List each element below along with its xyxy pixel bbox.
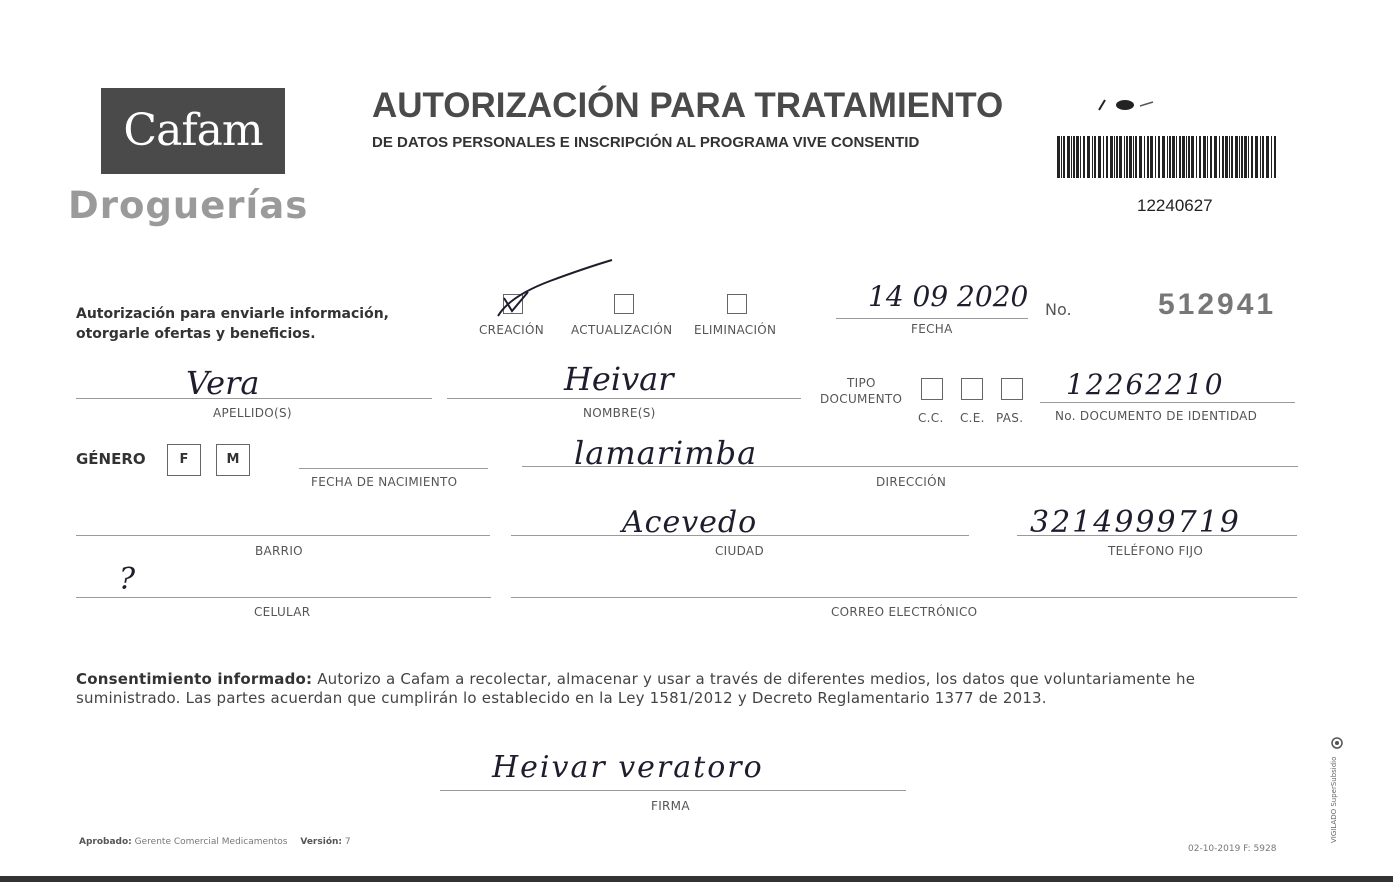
barcode-bar bbox=[1255, 136, 1258, 178]
barcode-bar bbox=[1186, 136, 1187, 178]
firma-label: FIRMA bbox=[651, 799, 690, 813]
consent-heading: Consentimiento informado: bbox=[76, 670, 313, 688]
direccion-value[interactable]: lamarimba bbox=[574, 434, 758, 472]
fecha-nacimiento-line bbox=[299, 468, 488, 469]
cc-label: C.C. bbox=[918, 411, 944, 425]
barcode-bar bbox=[1225, 136, 1228, 178]
barcode-bar bbox=[1172, 136, 1175, 178]
barcode-bar bbox=[1274, 136, 1276, 178]
barcode-bar bbox=[1071, 136, 1072, 178]
eliminacion-checkbox[interactable] bbox=[727, 294, 747, 314]
barcode-bar bbox=[1135, 136, 1137, 178]
form-number: 512941 bbox=[1158, 288, 1277, 321]
barcode-bar bbox=[1147, 136, 1149, 178]
barcode-bar bbox=[1239, 136, 1240, 178]
barcode-bar bbox=[1248, 136, 1249, 178]
celular-value[interactable]: ? bbox=[119, 562, 136, 597]
barcode-bar bbox=[1083, 136, 1085, 178]
fecha-label: FECHA bbox=[911, 322, 953, 336]
barcode-bar bbox=[1150, 136, 1153, 178]
aprobado-label: Aprobado: bbox=[79, 837, 132, 847]
barcode-bar bbox=[1162, 136, 1165, 178]
authorization-text-line1: Autorización para enviarle información, bbox=[76, 306, 389, 322]
doc-number-line bbox=[1040, 402, 1295, 403]
barcode-bar bbox=[1129, 136, 1132, 178]
fecha-line bbox=[836, 318, 1028, 319]
nombre-label: NOMBRE(S) bbox=[583, 406, 656, 420]
subbrand-text: Droguerías bbox=[68, 184, 309, 227]
barcode-bar bbox=[1271, 136, 1272, 178]
bottom-border bbox=[0, 876, 1393, 882]
barcode-bar bbox=[1231, 136, 1233, 178]
barcode-bar bbox=[1196, 136, 1197, 178]
footer-date-code: 02-10-2019 F: 5928 bbox=[1188, 844, 1277, 854]
tipo-doc-label-1: TIPO bbox=[847, 376, 876, 390]
authorization-text-line2: otorgarle ofertas y beneficios. bbox=[76, 326, 316, 342]
barcode-bar bbox=[1199, 136, 1201, 178]
consent-paragraph bbox=[76, 670, 1296, 708]
barcode-bar bbox=[1260, 136, 1261, 178]
fecha-value[interactable]: 14 09 2020 bbox=[868, 280, 1029, 313]
celular-label: CELULAR bbox=[254, 605, 311, 619]
barcode-bar bbox=[1119, 136, 1122, 178]
footer-approval bbox=[79, 837, 351, 847]
barcode-bar bbox=[1244, 136, 1247, 178]
form-subtitle: DE DATOS PERSONALES E INSCRIPCIÓN AL PROGRAMA VIVE CONSENTID bbox=[372, 134, 920, 151]
barcode-bar bbox=[1103, 136, 1104, 178]
telefono-value[interactable]: 3214999719 bbox=[1030, 505, 1241, 540]
barcode-bar bbox=[1116, 136, 1118, 178]
barcode-number: 12240627 bbox=[1137, 196, 1213, 215]
ink-mark-icon bbox=[1095, 92, 1165, 118]
barcode-bar bbox=[1167, 136, 1168, 178]
cc-checkbox[interactable] bbox=[921, 378, 943, 400]
fecha-nacimiento-label: FECHA DE NACIMIENTO bbox=[311, 475, 458, 489]
barcode-bar bbox=[1210, 136, 1212, 178]
vigilado-text: VIGILADO SuperSubsidio bbox=[1330, 756, 1338, 843]
barcode-bar bbox=[1229, 136, 1230, 178]
ciudad-value[interactable]: Acevedo bbox=[622, 505, 758, 540]
barcode-bar bbox=[1222, 136, 1224, 178]
barcode-bar bbox=[1063, 136, 1065, 178]
barcode-bar bbox=[1262, 136, 1264, 178]
version-value: 7 bbox=[344, 837, 351, 847]
barcode-bar bbox=[1155, 136, 1156, 178]
genero-label: GÉNERO bbox=[76, 450, 146, 468]
nombre-value[interactable]: Heivar bbox=[564, 360, 674, 398]
consent-text: Autorizo a Cafam a recolectar, almacenar y usar a través de diferentes medios, los datos que voluntariamente he suministrado. Las partes acuerdan que cumplirán lo establecido en la Ley 1581/2012 y Decreto Reglamentario 1377 de 2013. bbox=[76, 670, 1196, 707]
aprobado-value: Gerente Comercial Medicamentos bbox=[134, 837, 288, 847]
actualizacion-label: ACTUALIZACIÓN bbox=[571, 323, 673, 337]
barcode-bar bbox=[1110, 136, 1113, 178]
barcode-bar bbox=[1126, 136, 1128, 178]
barcode-bar bbox=[1207, 136, 1208, 178]
barcode-bar bbox=[1087, 136, 1090, 178]
barcode-bar bbox=[1176, 136, 1177, 178]
version-label: Versión: bbox=[300, 837, 343, 847]
barcode-bar bbox=[1114, 136, 1115, 178]
ciudad-label: CIUDAD bbox=[715, 544, 764, 558]
genero-m-checkbox[interactable]: M bbox=[216, 444, 250, 476]
barcode-bar bbox=[1219, 136, 1220, 178]
barcode-bar bbox=[1092, 136, 1093, 178]
barcode-bar bbox=[1080, 136, 1081, 178]
barcode-bar bbox=[1188, 136, 1190, 178]
ce-checkbox[interactable] bbox=[961, 378, 983, 400]
form-title: AUTORIZACIÓN PARA TRATAMIENTO bbox=[372, 86, 1004, 125]
barcode-bar bbox=[1124, 136, 1125, 178]
direccion-label: DIRECCIÓN bbox=[876, 475, 947, 489]
correo-line bbox=[511, 597, 1297, 598]
barcode-bar bbox=[1203, 136, 1206, 178]
correo-label: CORREO ELECTRÓNICO bbox=[831, 605, 978, 619]
barcode-bar bbox=[1057, 136, 1060, 178]
ce-label: C.E. bbox=[960, 411, 985, 425]
doc-number-value[interactable]: 12262210 bbox=[1066, 368, 1225, 401]
creacion-label: CREACIÓN bbox=[479, 323, 545, 337]
barcode-bar bbox=[1133, 136, 1134, 178]
barcode-bar bbox=[1139, 136, 1142, 178]
barcode-bar bbox=[1098, 136, 1101, 178]
barcode-bar bbox=[1266, 136, 1269, 178]
actualizacion-checkbox[interactable] bbox=[614, 294, 634, 314]
apellido-value[interactable]: Vera bbox=[186, 364, 260, 402]
tipo-doc-label-2: DOCUMENTO bbox=[820, 392, 903, 406]
barcode-bar bbox=[1182, 136, 1185, 178]
apellido-label: APELLIDO(S) bbox=[213, 406, 292, 420]
barcode-bar bbox=[1235, 136, 1238, 178]
seal-icon bbox=[1326, 735, 1348, 755]
barrio-label: BARRIO bbox=[255, 544, 303, 558]
barcode-bar bbox=[1179, 136, 1181, 178]
barcode-bar bbox=[1241, 136, 1243, 178]
barcode-bar bbox=[1061, 136, 1062, 178]
celular-line bbox=[76, 597, 491, 598]
telefono-label: TELÉFONO FIJO bbox=[1108, 544, 1204, 558]
eliminacion-label: ELIMINACIÓN bbox=[694, 323, 777, 337]
barcode-bar bbox=[1214, 136, 1217, 178]
barcode-bar bbox=[1158, 136, 1160, 178]
doc-number-label: No. DOCUMENTO DE IDENTIDAD bbox=[1055, 409, 1258, 423]
barcode-bar bbox=[1169, 136, 1171, 178]
barcode-bar bbox=[1073, 136, 1075, 178]
barcode-icon bbox=[1057, 136, 1279, 178]
barcode-bar bbox=[1106, 136, 1108, 178]
barcode-bar bbox=[1076, 136, 1079, 178]
barcode-bar bbox=[1251, 136, 1253, 178]
barcode-bar bbox=[1144, 136, 1145, 178]
pas-label: PAS. bbox=[996, 411, 1024, 425]
cafam-logo: Cafam bbox=[123, 105, 263, 156]
barcode-bar bbox=[1191, 136, 1194, 178]
nombre-line bbox=[447, 398, 801, 399]
barcode-bar bbox=[1094, 136, 1096, 178]
firma-line bbox=[440, 790, 906, 791]
vigilado-badge bbox=[1326, 735, 1348, 855]
pas-checkbox[interactable] bbox=[1001, 378, 1023, 400]
firma-value[interactable]: Heivar veratoro bbox=[492, 750, 764, 785]
form-number-label: No. bbox=[1045, 300, 1072, 319]
check-mark-icon bbox=[490, 256, 620, 326]
barcode-bar bbox=[1067, 136, 1070, 178]
barrio-line bbox=[76, 535, 490, 536]
genero-f-checkbox[interactable]: F bbox=[167, 444, 201, 476]
